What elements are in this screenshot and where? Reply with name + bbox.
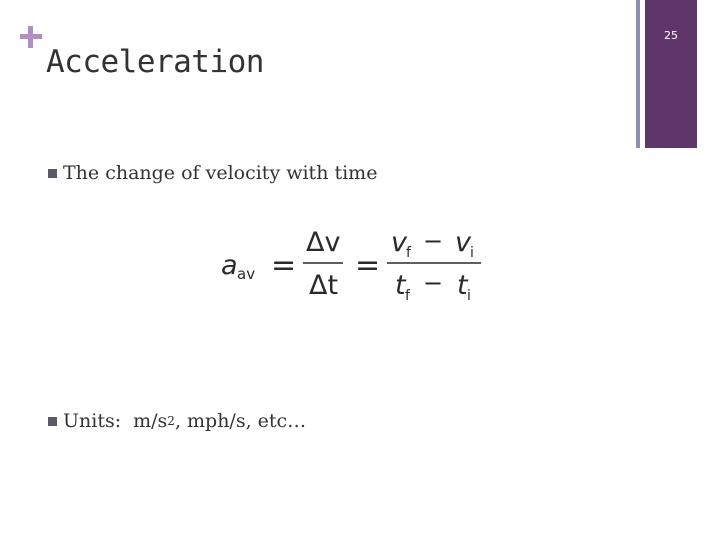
bullet-square-icon [48,417,57,426]
slide-title: Acceleration [46,44,264,80]
formula-equals-2: = [355,248,381,283]
definition-text: The change of velocity with time [63,162,378,184]
accent-bar [645,0,697,148]
bullet-definition [48,162,377,184]
slide-number: 25 [664,29,678,42]
formula-lhs-var: a [221,250,238,281]
formula-den-sub2: i [467,288,471,304]
units-label: Units: [63,410,122,432]
bullet-units: Units: m/s 2 , mph/s, etc… [48,410,306,432]
formula-den-t1: t [395,270,406,301]
units-rest: , mph/s, etc… [174,410,307,432]
accent-stripe [636,0,640,148]
formula-equals-1: = [271,248,297,283]
units-base: m/s [133,410,168,432]
formula-den-t2: t [457,270,468,301]
formula-num-sub2: i [470,245,474,261]
formula-num-v1: v [391,227,407,258]
formula-num-sub1: f [406,245,411,261]
formula-num-minus: − [423,227,444,255]
plus-icon [20,26,42,48]
acceleration-formula [215,224,495,304]
formula-delta-num: Δv [306,227,341,258]
formula-num-v2: v [455,227,471,258]
formula-den-minus: − [423,269,444,297]
formula-delta-den: Δt [309,270,339,301]
formula-lhs-sub: av [237,265,256,283]
bullet-square-icon [48,169,57,178]
formula-den-sub1: f [405,288,410,304]
